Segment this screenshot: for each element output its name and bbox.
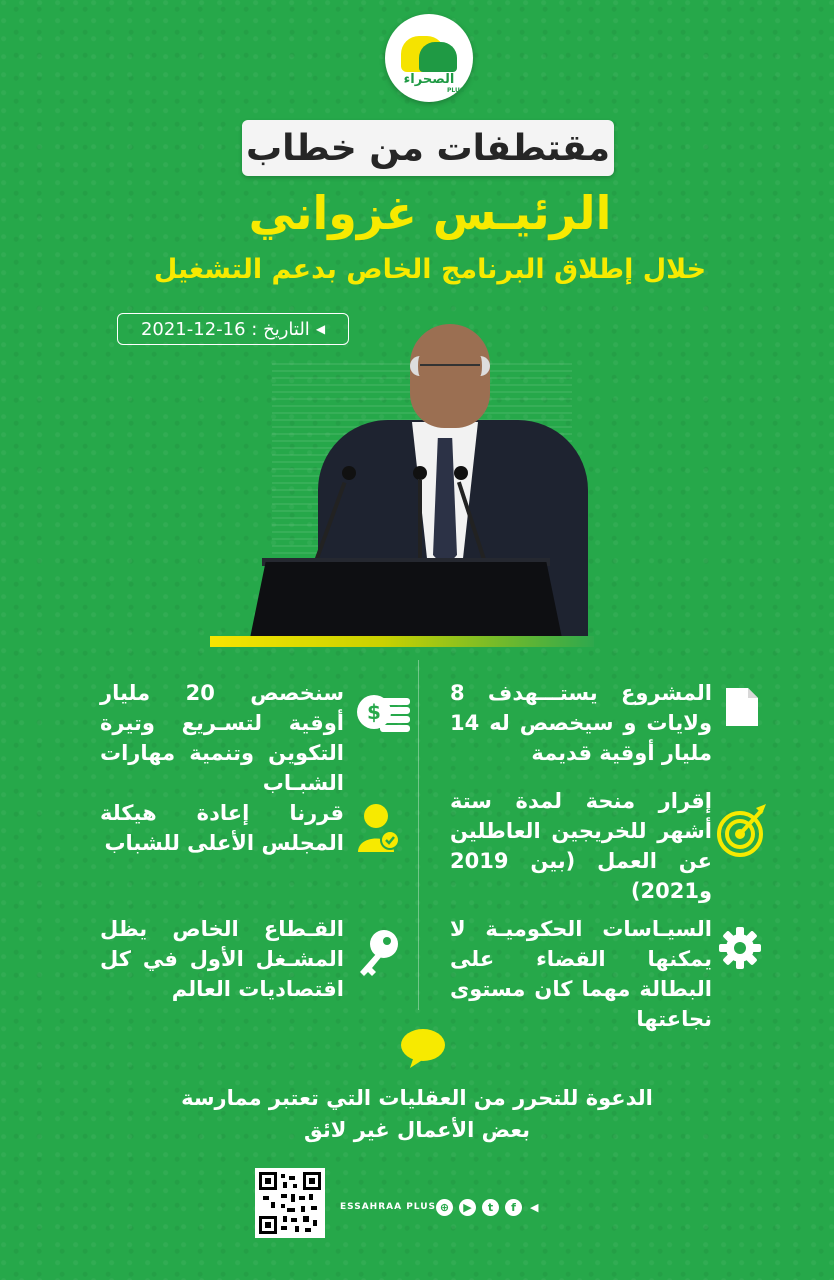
info-item-3: إقرار منحة لمدة ستة أشهر للخريجين العاطلين عن العمل (بين 2019 و2021) <box>450 789 712 903</box>
info-item-6: القـطاع الخاص يظل المشـغل الأول في كل اقتصاديات العالم <box>100 917 344 1001</box>
money-icon <box>356 690 412 734</box>
speaker-glasses <box>420 364 480 376</box>
gold-divider <box>210 636 594 647</box>
microphone-head <box>342 466 356 480</box>
event-subtitle: خلال إطلاق البرنامج الخاص بدعم التشغيل <box>153 254 707 285</box>
info-item-1: المشروع يستـــهدف 8 ولايات و سيخصص له 14 مليار أوقية قديمة <box>450 681 712 765</box>
brand-logo <box>385 14 473 102</box>
svg-text:$: $ <box>367 700 381 724</box>
speaker-name: الرئيـس غزواني <box>248 186 612 240</box>
logo-mark-inner <box>419 42 457 72</box>
twitter-icon[interactable]: t <box>482 1199 499 1216</box>
microphone-head <box>454 466 468 480</box>
chat-bubble-icon <box>400 1028 446 1068</box>
info-item-5: السيـاسات الحكوميـة لا يمكنها القضاء على البطالة مهما كان مستوى نجاعتها <box>450 917 712 1031</box>
call-to-action <box>120 1082 714 1146</box>
podium <box>250 562 562 638</box>
headline-box: مقتطفات من خطاب <box>242 120 614 176</box>
call-line-1: الدعوة للتحرر من العقليات التي تعتبر ممارسة <box>181 1086 653 1110</box>
microphone-head <box>413 466 427 480</box>
logo-text: الصحراء <box>403 72 455 87</box>
facebook-icon[interactable]: f <box>505 1199 522 1216</box>
document-icon <box>724 686 760 728</box>
triangle-icon: ◀ <box>315 322 326 336</box>
date-text: التاريخ : 16-12-2021 <box>140 318 310 340</box>
social-links <box>436 1199 538 1216</box>
key-icon <box>354 928 402 980</box>
user-check-icon <box>356 802 402 854</box>
call-line-2: بعض الأعمال غير لائق <box>303 1118 531 1142</box>
info-item-2: سنخصص 20 مليار أوقية لتسـريع وتيرة التكوين وتنمية مهارات الشبـاب <box>100 681 344 795</box>
youtube-icon[interactable]: ▶ <box>459 1199 476 1216</box>
triangle-icon: ◀ <box>530 1201 539 1214</box>
microphone <box>418 480 422 565</box>
qr-pattern <box>259 1172 321 1234</box>
speaker-head <box>410 324 490 428</box>
speaker-photo <box>250 310 600 638</box>
target-icon <box>716 802 768 858</box>
brand-footer-name: ESSAHRAA PLUS <box>340 1202 436 1212</box>
column-divider <box>418 660 419 1010</box>
qr-code[interactable] <box>255 1168 325 1238</box>
gear-icon <box>718 926 762 970</box>
info-item-4: قررنا إعادة هيكلة المجلس الأعلى للشباب <box>100 801 344 855</box>
logo-plus: PLUS <box>447 87 465 94</box>
web-icon[interactable]: ⊕ <box>436 1199 453 1216</box>
